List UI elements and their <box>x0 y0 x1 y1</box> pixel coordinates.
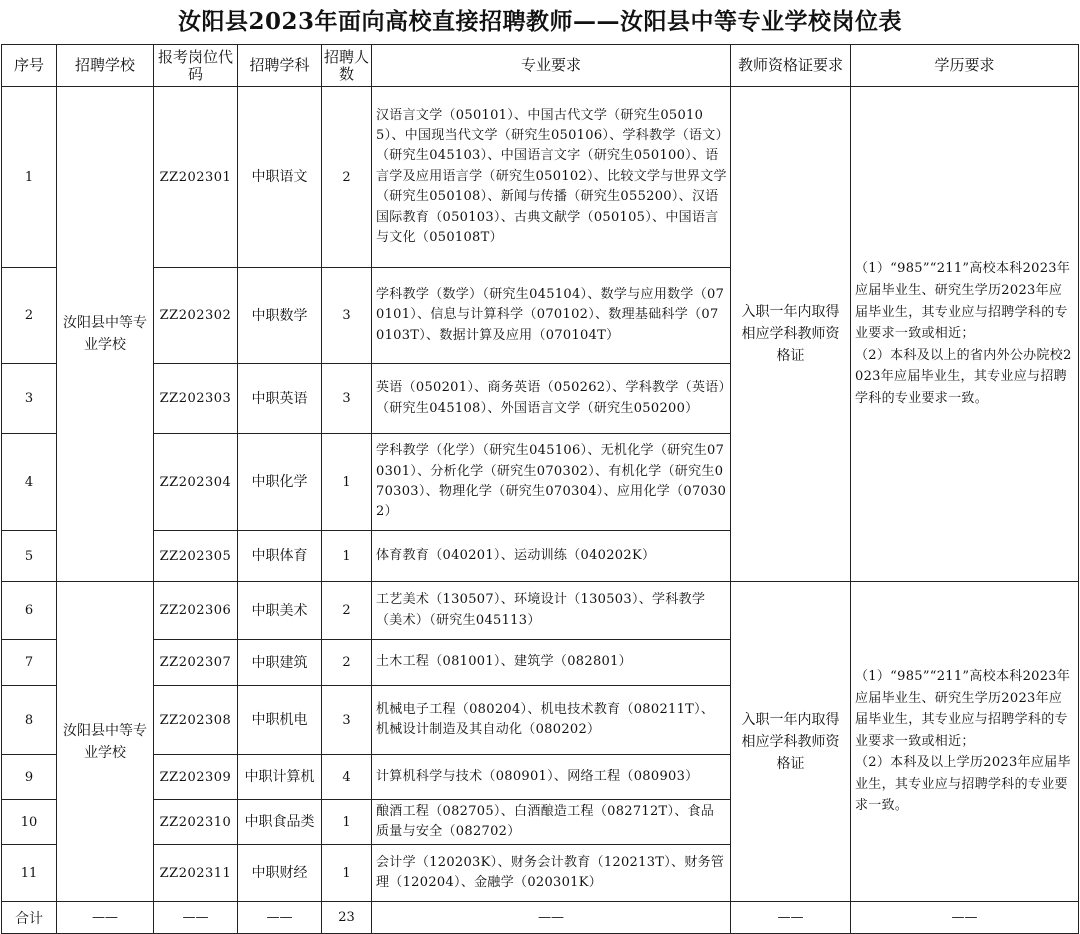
total-dash: —— <box>154 902 238 934</box>
row-code: ZZ202301 <box>154 87 238 268</box>
row-code: ZZ202305 <box>154 531 238 582</box>
row-subject: 中职美术 <box>238 582 322 640</box>
row-code: ZZ202311 <box>154 845 238 902</box>
row-seq: 5 <box>2 531 57 582</box>
cert-cell: 入职一年内取得相应学科教师资格证 <box>731 582 851 902</box>
row-code: ZZ202302 <box>154 268 238 364</box>
total-dash: —— <box>238 902 322 934</box>
row-count: 4 <box>322 755 372 800</box>
row-subject: 中职计算机 <box>238 755 322 800</box>
header-seq: 序号 <box>2 45 57 87</box>
row-major: 体育教育（040201）、运动训练（040202K） <box>372 531 731 582</box>
row-subject: 中职数学 <box>238 268 322 364</box>
header-subject: 招聘学科 <box>238 45 322 87</box>
row-subject: 中职财经 <box>238 845 322 902</box>
row-count: 2 <box>322 87 372 268</box>
row-code: ZZ202306 <box>154 582 238 640</box>
header-school: 招聘学校 <box>57 45 154 87</box>
row-seq: 11 <box>2 845 57 902</box>
table-row <box>2 87 1079 268</box>
row-code: ZZ202309 <box>154 755 238 800</box>
header-cert: 教师资格证要求 <box>731 45 851 87</box>
row-count: 1 <box>322 800 372 845</box>
header-row <box>2 45 1079 87</box>
education-cell: （1）“985”“211”高校本科2023年应届毕业生、研究生学历2023年应届毕业生，其专业应与招聘学科的专业要求一致或相近； （2）本科及以上学历2023年应届毕业生，其专业应与招聘学科的专业要求一致。 <box>851 582 1079 902</box>
row-subject: 中职建筑 <box>238 640 322 686</box>
recruitment-table <box>1 44 1079 934</box>
row-count: 2 <box>322 640 372 686</box>
total-dash: —— <box>731 902 851 934</box>
row-major: 工艺美术（130507）、环境设计（130503）、学科教学（美术）（研究生045113） <box>372 582 731 640</box>
row-subject: 中职机电 <box>238 686 322 755</box>
total-row <box>2 902 1079 934</box>
total-count: 23 <box>322 902 372 934</box>
row-major: 学科教学（化学）（研究生045106）、无机化学（研究生070301）、分析化学（研究生070302）、有机化学（研究生070303）、物理化学（研究生070304）、应用化学（070302） <box>372 434 731 531</box>
row-seq: 7 <box>2 640 57 686</box>
row-count: 3 <box>322 686 372 755</box>
row-seq: 3 <box>2 364 57 434</box>
row-seq: 9 <box>2 755 57 800</box>
row-major: 机械电子工程（080204）、机电技术教育（080211T）、机械设计制造及其自动化（080202） <box>372 686 731 755</box>
page-title: 汝阳县2023年面向高校直接招聘教师——汝阳县中等专业学校岗位表 <box>177 8 902 35</box>
row-subject: 中职化学 <box>238 434 322 531</box>
row-seq: 8 <box>2 686 57 755</box>
header-count: 招聘人数 <box>322 45 372 87</box>
row-code: ZZ202307 <box>154 640 238 686</box>
row-major: 土木工程（081001）、建筑学（082801） <box>372 640 731 686</box>
row-subject: 中职体育 <box>238 531 322 582</box>
row-count: 1 <box>322 845 372 902</box>
row-major: 酿酒工程（082705）、白酒酿造工程（082712T）、食品质量与安全（082702） <box>372 800 731 845</box>
total-dash: —— <box>57 902 154 934</box>
row-count: 1 <box>322 434 372 531</box>
row-count: 3 <box>322 364 372 434</box>
row-seq: 6 <box>2 582 57 640</box>
cert-cell: 入职一年内取得相应学科教师资格证 <box>731 87 851 582</box>
row-seq: 1 <box>2 87 57 268</box>
total-dash: —— <box>372 902 731 934</box>
row-major: 学科教学（数学）（研究生045104）、数学与应用数学（070101）、信息与计算科学（070102）、数理基础科学（070103T）、数据计算及应用（070104T） <box>372 268 731 364</box>
row-code: ZZ202308 <box>154 686 238 755</box>
education-cell: （1）“985”“211”高校本科2023年应届毕业生、研究生学历2023年应届毕业生，其专业应与招聘学科的专业要求一致或相近； （2）本科及以上的省内外公办院校2023年应届毕业生，其专业应与招聘学科的专业要求一致。 <box>851 87 1079 582</box>
row-major: 汉语言文学（050101）、中国古代文学（研究生050105）、中国现当代文学（研究生050106）、学科教学（语文）（研究生045103）、中国语言文字（研究生050100）、语言学及应用语言学（研究生050102）、比较文学与世界文学（研究生050108）、新闻与传播（研究生055200）、汉语国际教育（050103）、古典文献学（050105）、中国语言与文化（050108T） <box>372 87 731 268</box>
row-major: 英语（050201）、商务英语（050262）、学科教学（英语）（研究生045108）、外国语言文学（研究生050200） <box>372 364 731 434</box>
header-education: 学历要求 <box>851 45 1079 87</box>
row-subject: 中职英语 <box>238 364 322 434</box>
header-major: 专业要求 <box>372 45 731 87</box>
total-label: 合计 <box>2 902 57 934</box>
school-cell: 汝阳县中等专业学校 <box>57 87 154 582</box>
row-seq: 2 <box>2 268 57 364</box>
row-subject: 中职食品类 <box>238 800 322 845</box>
row-major: 会计学（120203K）、财务会计教育（120213T）、财务管理（120204）、金融学（020301K） <box>372 845 731 902</box>
row-count: 2 <box>322 582 372 640</box>
header-code: 报考岗位代码 <box>154 45 238 87</box>
row-count: 3 <box>322 268 372 364</box>
row-code: ZZ202310 <box>154 800 238 845</box>
row-code: ZZ202304 <box>154 434 238 531</box>
row-subject: 中职语文 <box>238 87 322 268</box>
school-cell: 汝阳县中等专业学校 <box>57 582 154 902</box>
row-count: 1 <box>322 531 372 582</box>
table-row <box>2 582 1079 640</box>
total-dash: —— <box>851 902 1079 934</box>
row-major: 计算机科学与技术（080901）、网络工程（080903） <box>372 755 731 800</box>
row-code: ZZ202303 <box>154 364 238 434</box>
row-seq: 4 <box>2 434 57 531</box>
row-seq: 10 <box>2 800 57 845</box>
